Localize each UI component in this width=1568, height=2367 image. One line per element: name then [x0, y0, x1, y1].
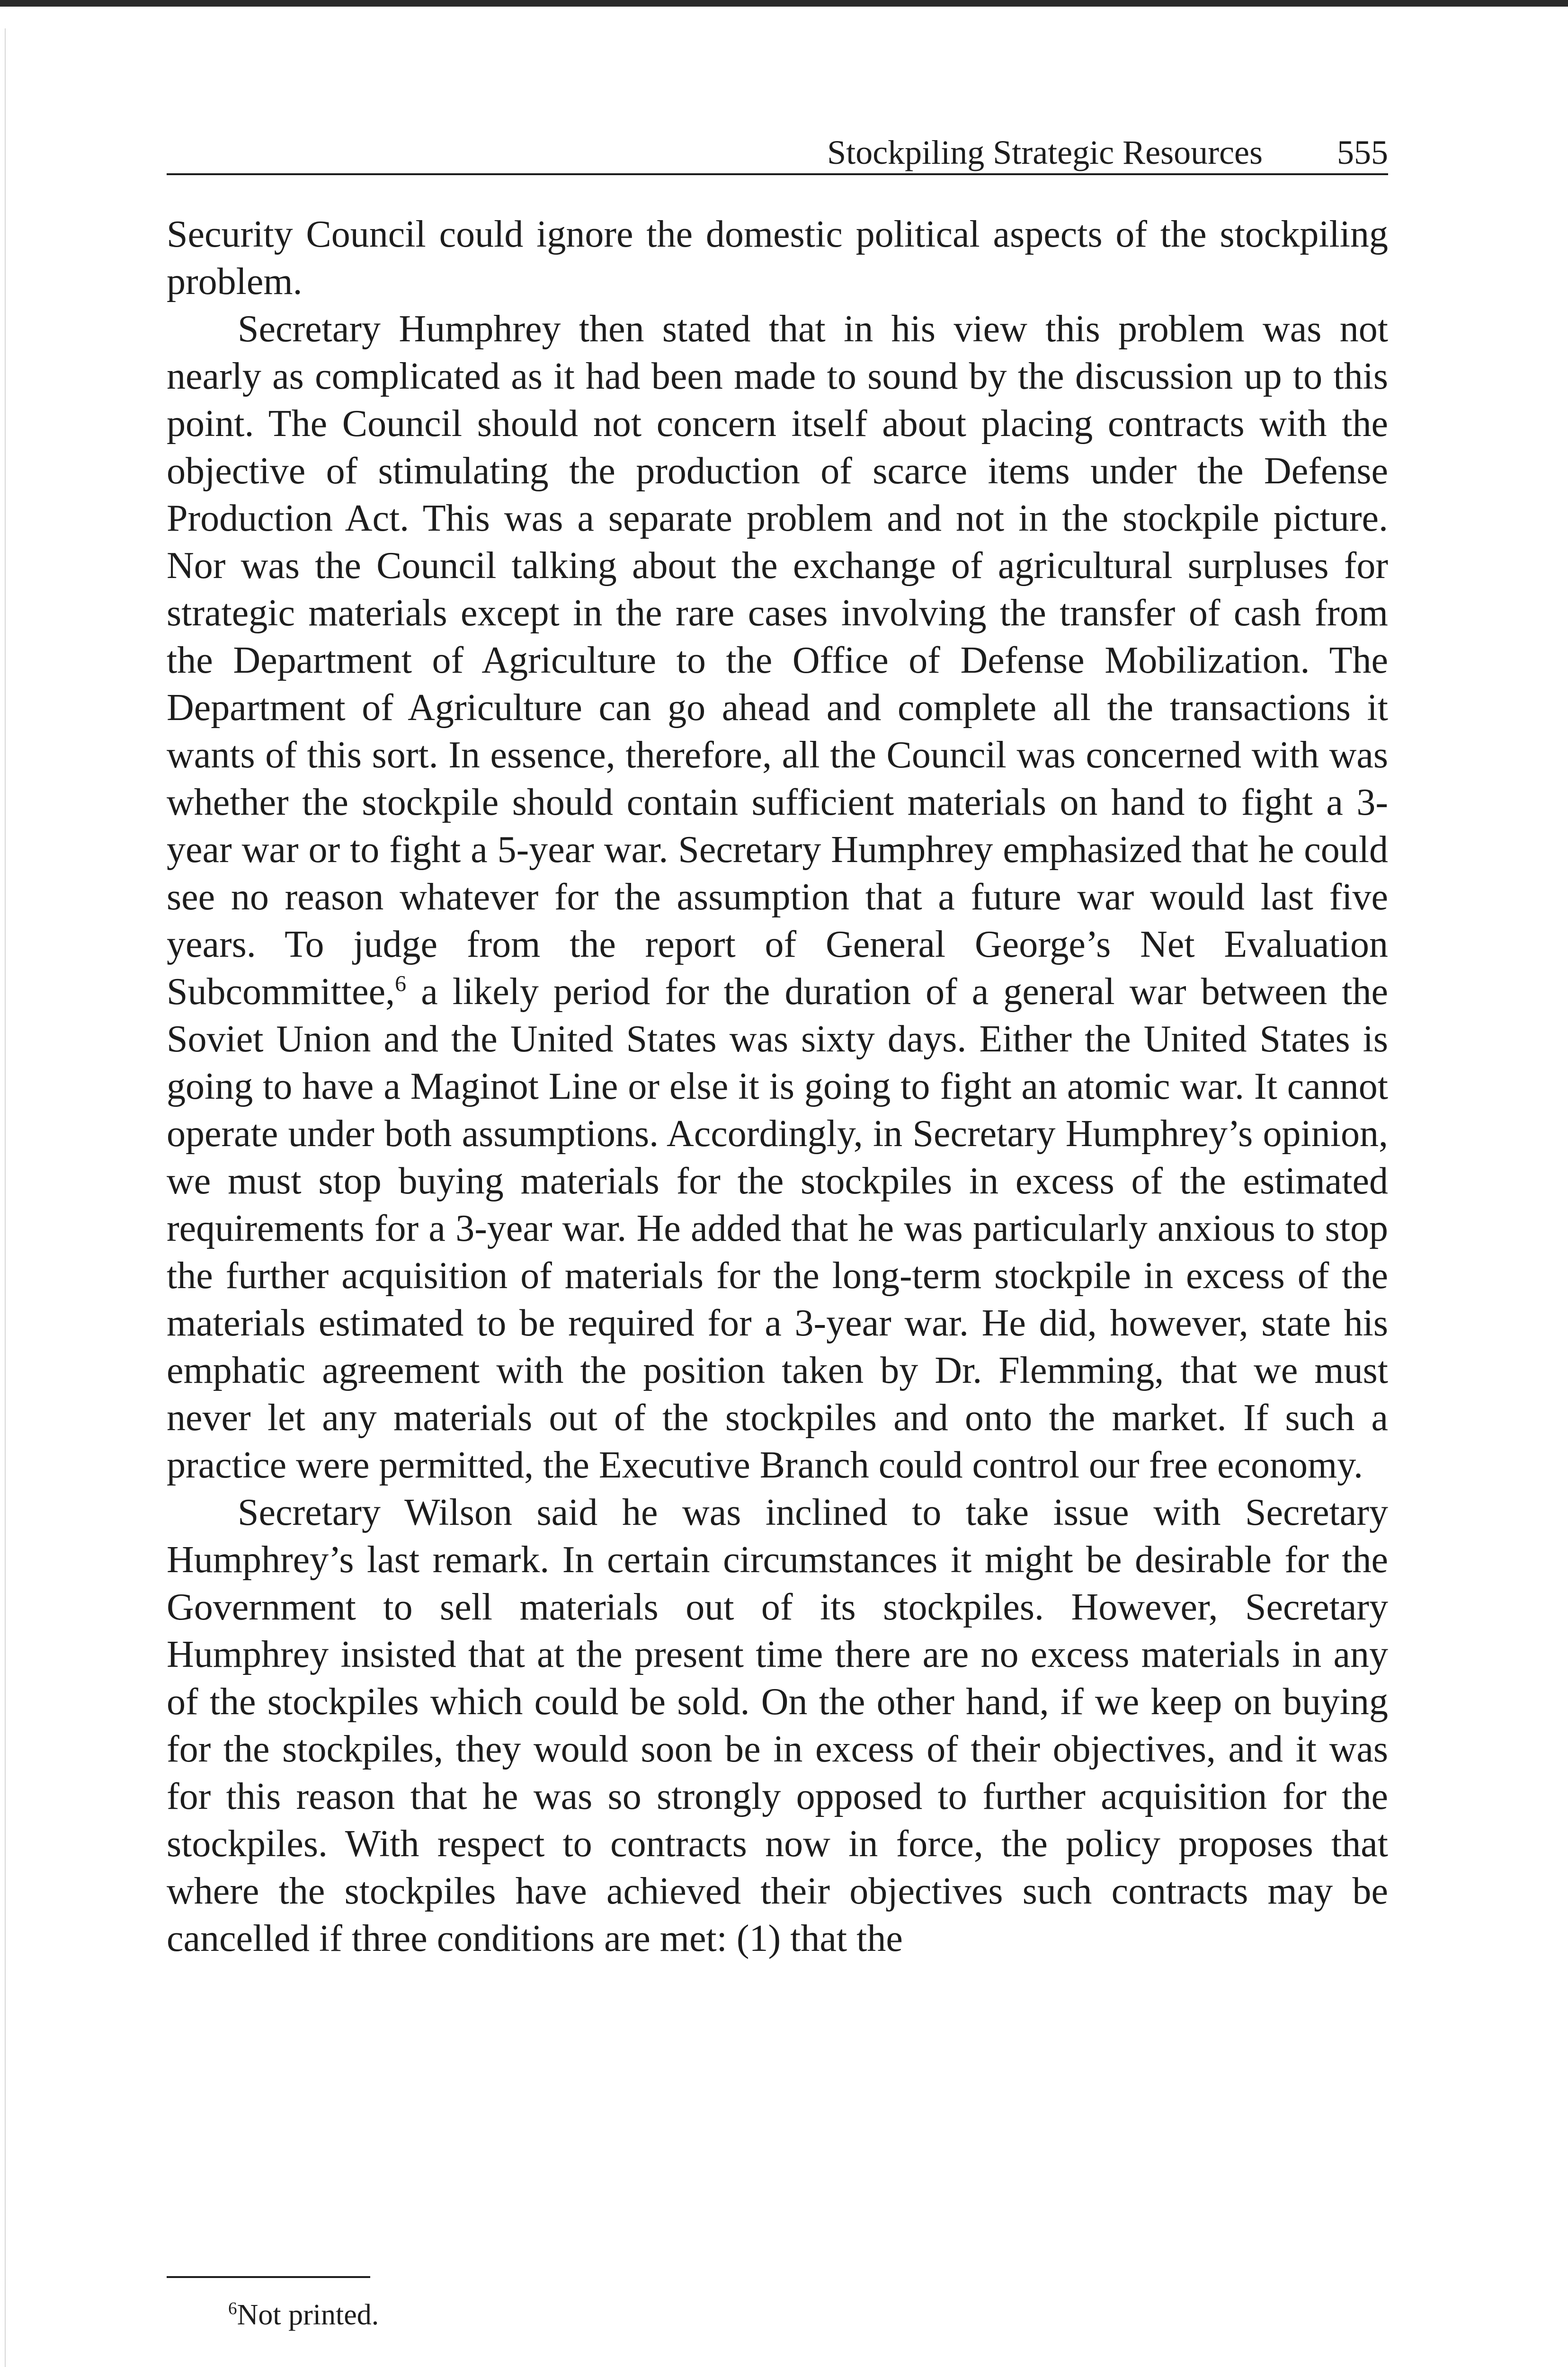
- footnote: [228, 2296, 379, 2334]
- paragraph-continued: Security Council could ignore the domestic political aspects of the stockpiling problem.: [167, 214, 1388, 303]
- paragraph-wilson: Secretary Wilson said he was inclined to take issue with Secretary Humphrey’s last remark. In certain circumstances it might be desirable for the Government to sell materials out of its stockpiles. However, Secretary Humphrey insisted that at the present time there are no excess materials in any of the stockpiles which could be sold. On the other hand, if we keep on buying for the stockpiles, they would soon be in excess of their objectives, and it was for this reason that he was so strongly opposed to further acquisition for the stockpiles. With respect to contracts now in force, the policy proposes that where the stockpiles have achieved their objectives such contracts may be cancelled if three conditions are met: (1) that the: [167, 1492, 1388, 1959]
- footnote-number: 6: [228, 2299, 237, 2319]
- paragraph-humphrey-text-2: a likely period for the duration of a general war between the Soviet Union and the United States was sixty days. Either the United States is going to have a Maginot Line or else it is going to fight an atomic war. It cannot operate under both assumptions. Accordingly, in Secretary Humphrey’s opinion, we must stop buying materials for the stockpiles in excess of the estimated requirements for a 3-year war. He added that he was particularly anxious to stop the further acquisition of materials for the long-term stockpile in excess of the materials estimated to be required for a 3-year war. He did, however, state his emphatic agreement with the position taken by Dr. Flemming, that we must never let any materials out of the stockpiles and onto the market. If such a practice were permitted, the Executive Branch could control our free economy.: [167, 971, 1388, 1486]
- footnote-text: Not printed.: [237, 2299, 379, 2331]
- running-head: [167, 130, 1388, 175]
- paragraph-humphrey: [167, 305, 1388, 1489]
- paragraph-humphrey-text-1: Secretary Humphrey then stated that in his view this problem was not nearly as complicated as it had been made to sound by the discussion up to this point. The Council should not concern itself about placing contracts with the objective of stimulating the production of scarce items under the Defense Production Act. This was a separate problem and not in the stockpile picture. Nor was the Council talking about the exchange of agricultural surpluses for strategic materials except in the rare cases involving the transfer of cash from the Department of Agriculture to the Office of Defense Mobilization. The Department of Agriculture can go ahead and complete all the transactions it wants of this sort. In essence, therefore, all the Council was concerned with was whether the stockpile should contain sufficient materials on hand to fight a 3-year war or to fight a 5-year war. Secretary Humphrey emphasized that he could see no reason whatever for the assumption that a future war would last five years. To judge from the report of General George’s Net Evaluation Subcommittee,: [167, 308, 1388, 1013]
- scan-edge-left: [5, 28, 6, 2367]
- scan-edge-top: [0, 0, 1568, 7]
- body-text: [167, 211, 1388, 1962]
- footnote-reference[interactable]: 6: [395, 971, 407, 997]
- running-head-title: Stockpiling Strategic Resources: [827, 133, 1263, 171]
- footnote-rule: [167, 2276, 370, 2278]
- page-number: 555: [1337, 133, 1388, 171]
